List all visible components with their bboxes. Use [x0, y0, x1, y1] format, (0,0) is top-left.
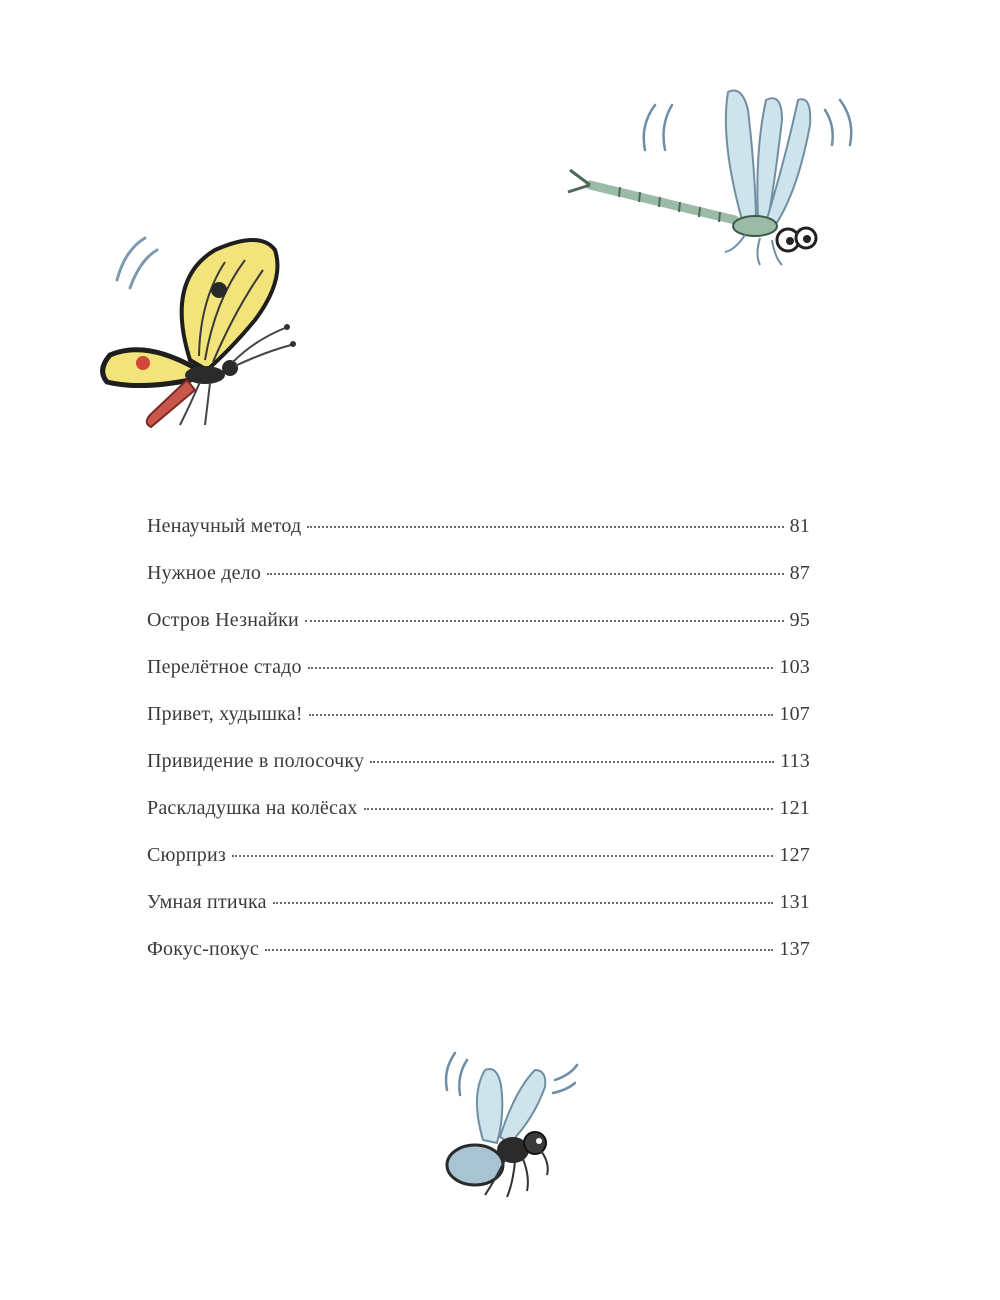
butterfly-lower-wing [103, 350, 195, 386]
toc-entry [147, 515, 810, 562]
dragonfly-tail [590, 185, 735, 220]
fly-illustration [435, 1045, 580, 1205]
fly-motion-lines [446, 1053, 577, 1095]
toc-entry-page: 121 [779, 797, 810, 819]
butterfly-illustration [95, 220, 310, 440]
butterfly-upper-wing [182, 240, 278, 370]
toc-entry-title: Привет, худышка! [147, 703, 303, 725]
toc-leader-dots [364, 807, 774, 810]
butterfly-thorax [185, 366, 225, 384]
table-of-contents [147, 515, 810, 985]
dragonfly-illustration [560, 80, 870, 280]
toc-entry-title: Ненаучный метод [147, 515, 302, 537]
toc-entry-page: 103 [779, 656, 810, 678]
toc-entry-title: Нужное дело [147, 562, 262, 584]
fly-head [524, 1132, 546, 1154]
dragonfly-wings [726, 90, 810, 224]
toc-entry [147, 609, 810, 656]
toc-entry-title: Сюрприз [147, 844, 226, 866]
toc-entry-title: Остров Незнайки [147, 609, 299, 631]
toc-entry-title: Перелётное стадо [147, 656, 302, 678]
toc-entry [147, 891, 810, 938]
toc-entry-page: 81 [789, 515, 810, 537]
toc-entry-page: 137 [779, 938, 810, 960]
toc-leader-dots [370, 760, 774, 763]
toc-entry [147, 938, 810, 985]
toc-leader-dots [308, 666, 774, 669]
toc-leader-dots [305, 619, 784, 622]
toc-entry [147, 562, 810, 609]
toc-entry-page: 113 [780, 750, 810, 772]
toc-leader-dots [309, 713, 774, 716]
toc-entry-title: Привидение в полосочку [147, 750, 365, 772]
toc-entry-title: Раскладушка на колёсах [147, 797, 358, 819]
toc-entry [147, 750, 810, 797]
toc-leader-dots [265, 948, 773, 951]
butterfly-motion-lines [117, 238, 157, 288]
toc-leader-dots [232, 854, 773, 857]
toc-entry-page: 131 [779, 891, 810, 913]
toc-leader-dots [273, 901, 774, 904]
toc-leader-dots [307, 525, 783, 528]
toc-entry-page: 127 [779, 844, 810, 866]
toc-entry-page: 107 [779, 703, 810, 725]
toc-entry [147, 844, 810, 891]
toc-entry-title: Фокус-покус [147, 938, 259, 960]
dragonfly-thorax [733, 216, 777, 236]
toc-entry [147, 656, 810, 703]
toc-entry [147, 797, 810, 844]
toc-leader-dots [267, 572, 784, 575]
toc-entry-title: Умная птичка [147, 891, 267, 913]
toc-entry [147, 703, 810, 750]
toc-entry-page: 95 [789, 609, 810, 631]
toc-entry-page: 87 [789, 562, 810, 584]
